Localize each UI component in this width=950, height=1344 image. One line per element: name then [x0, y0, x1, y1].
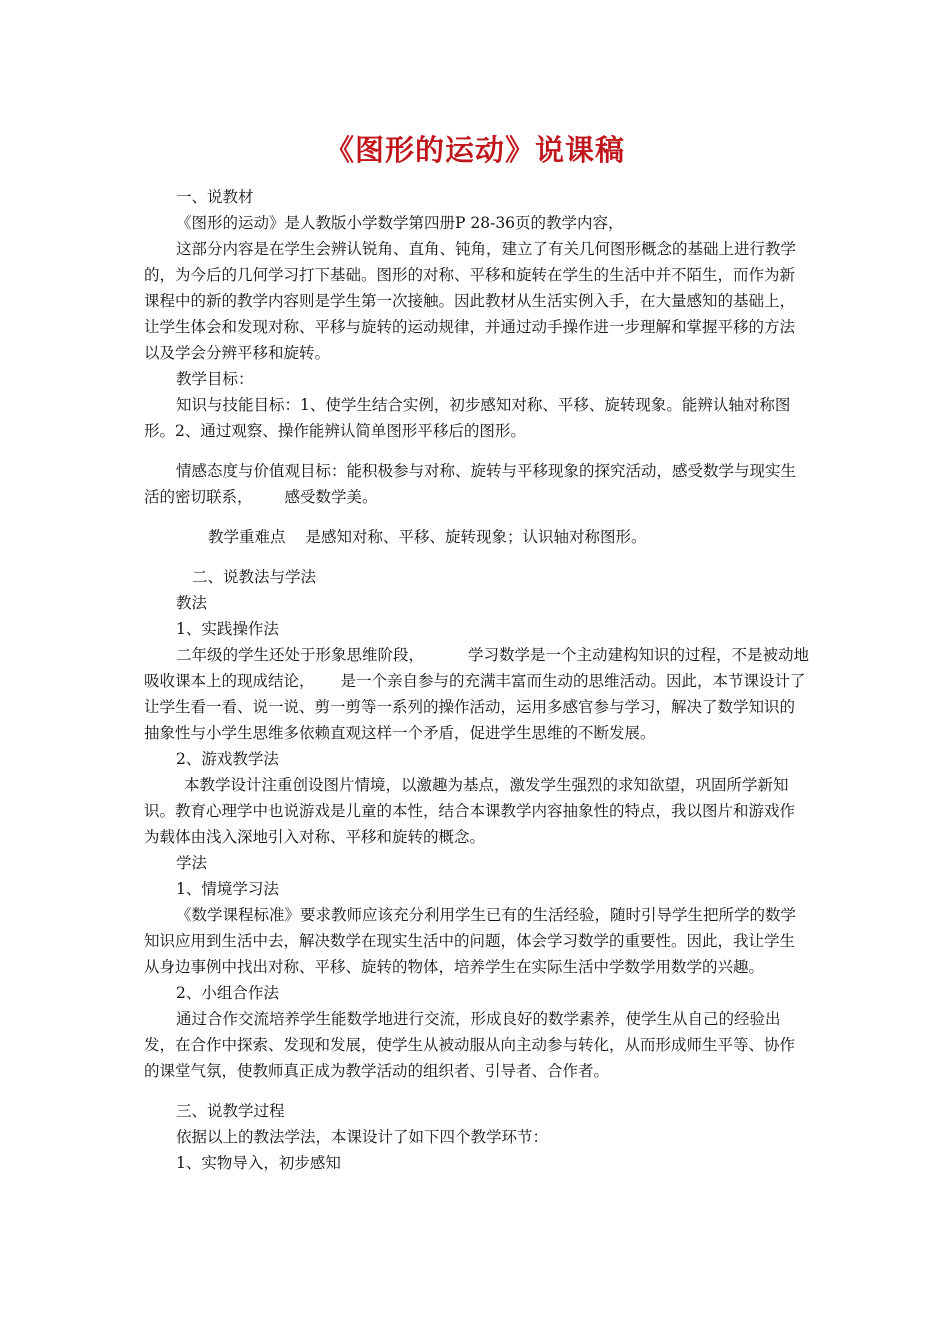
goal-knowledge: 知识与技能目标：1、使学生结合实例，初步感知对称、平移、旋转现象。能辨认轴对称图形。2、通过观察、操作能辨认简单图形平移后的图形。 — [144, 396, 791, 440]
section-2-heading: 二、说教法与学法 — [192, 568, 317, 586]
section-3-heading: 三、说教学过程 — [176, 1102, 285, 1120]
method-1-title: 1、实践操作法 — [176, 620, 279, 638]
method-2-text: 本教学设计注重创设图片情境，以激趣为基点，激发学生强烈的求知欲望，巩固所学新知识。教育心理学中也说游戏是儿童的本性，结合本课教学内容抽象性的特点，我以图片和游戏作为载体由浅入深地引入对称、平移和旋转的概念。 — [144, 776, 796, 846]
method-1-text-a: 二年级的学生还处于形象思维阶段， — [176, 646, 425, 664]
method-1-text — [144, 642, 810, 746]
section-1-heading: 一、说教材 — [176, 188, 254, 206]
method-2-title: 2、游戏教学法 — [176, 750, 279, 768]
document-body — [144, 184, 810, 1176]
process-step-1: 1、实物导入，初步感知 — [176, 1154, 341, 1172]
goal-emotion-text: 情感态度与价值观目标：能积极参与对称、旋转与平移现象的探究活动，感受数学与现实生活的密切联系， — [144, 462, 797, 506]
method-1-text-c: 是一个亲自参与的充满丰富而生动的思维活动。因此，本节课设计了让学生看一看、说一说、剪一剪等一系列的操作活动，运用多感官参与学习，解决了数学知识的抽象性与小学生思维多依赖直观这样一个矛盾，促进学生思维的不断发展。 — [144, 672, 806, 742]
learning-2-title: 2、小组合作法 — [176, 984, 279, 1002]
key-points-text: 是感知对称、平移、旋转现象；认识轴对称图形。 — [305, 528, 647, 546]
method-1-text-b: 学习数学是一个主动建构知识的过程，不是被动地吸收课本上的现成结论， — [144, 646, 810, 690]
learning-2-text: 通过合作交流培养学生能数学地进行交流，形成良好的数学素养，使学生从自己的经验出发，在合作中探索、发现和发展，使学生从被动服从向主动参与转化，从而形成师生平等、协作的课堂气氛，使教师真正成为教学活动的组织者、引导者、合作者。 — [144, 1010, 796, 1080]
key-points — [144, 524, 810, 550]
teaching-methods-label: 教法 — [176, 594, 208, 612]
process-intro: 依据以上的教法学法，本课设计了如下四个教学环节： — [176, 1128, 549, 1146]
learning-methods-label: 学法 — [176, 854, 208, 872]
learning-1-text: 《数学课程标准》要求教师应该充分利用学生已有的生活经验，随时引导学生把所学的数学知识应用到生活中去，解决数学在现实生活中的问题，体会学习数学的重要性。因此，我让学生从身边事例中找出对称、平移、旋转的物体，培养学生在实际生活中学数学用数学的兴趣。 — [144, 906, 797, 976]
key-points-label: 教学重难点 — [208, 528, 286, 546]
goal-emotion — [144, 458, 810, 510]
paragraph: 这部分内容是在学生会辨认锐角、直角、钝角，建立了有关几何图形概念的基础上进行教学的，为今后的几何学习打下基础。图形的对称、平移和旋转在学生的生活中并不陌生，而作为新课程中的新的教学内容则是学生第一次接触。因此教材从生活实例入手，在大量感知的基础上，让学生体会和发现对称、平移与旋转的运动规律，并通过动手操作进一步理解和掌握平移的方法以及学会分辨平移和旋转。 — [144, 240, 797, 362]
goal-emotion-tail: 感受数学美。 — [284, 488, 378, 506]
goals-label: 教学目标： — [176, 370, 254, 388]
document-title: 《图形的运动》说课稿 — [324, 133, 625, 167]
learning-1-title: 1、情境学习法 — [176, 880, 279, 898]
paragraph: 《图形的运动》是人教版小学数学第四册P 28-36页的教学内容， — [176, 214, 624, 232]
